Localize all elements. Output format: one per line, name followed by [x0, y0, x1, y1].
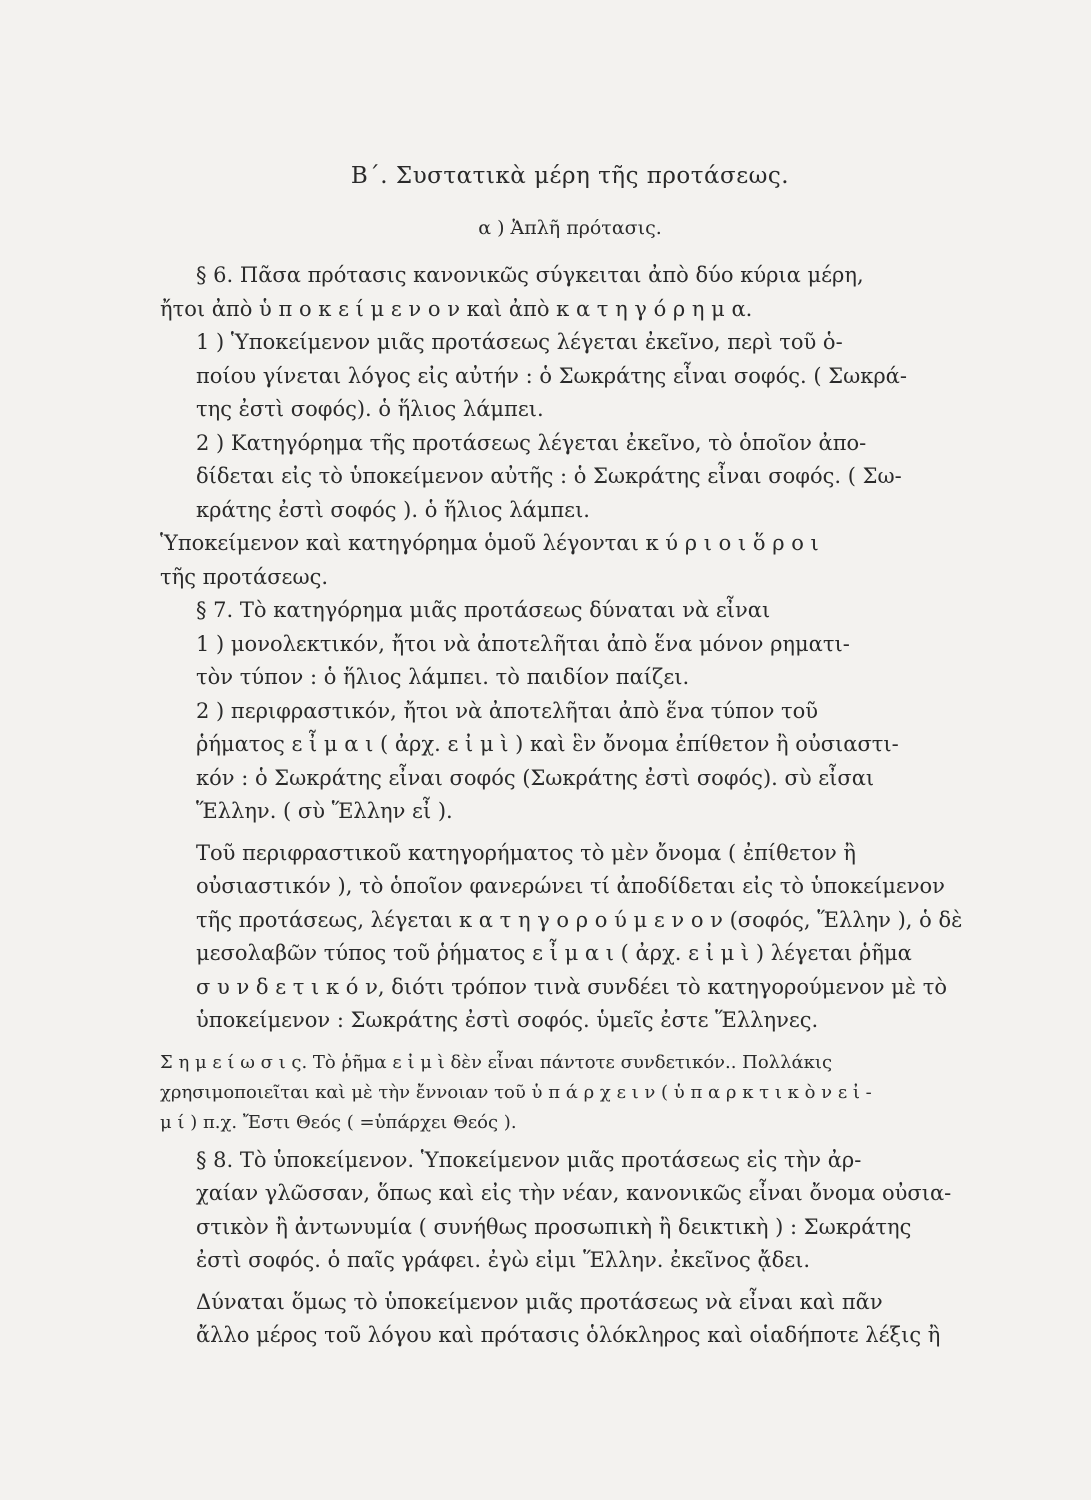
text-line: τὸν τύπον : ὁ ἥλιος λάμπει. τὸ παιδίον παίζει.	[196, 665, 690, 689]
text-line: 1 ) Ὑποκείμενον μιᾶς προτάσεως λέγεται ἐκεῖνο, περὶ τοῦ ὁ-	[196, 330, 843, 354]
text-line: της ἐστὶ σοφός). ὁ ἥλιος λάμπει.	[196, 397, 544, 421]
text-line: § 7. Τὸ κατηγόρημα μιᾶς προτάσεως δύναται νὰ εἶναι	[196, 598, 771, 622]
text-line: κόν : ὁ Σωκράτης εἶναι σοφός (Σωκράτης ἐστὶ σοφός). σὺ εἶσαι	[196, 765, 875, 790]
text-line: κράτης ἐστὶ σοφός ). ὁ ἥλιος λάμπει.	[196, 497, 590, 522]
spacer	[160, 1278, 980, 1286]
text-line: Τοῦ περιφραστικοῦ κατηγορήματος τὸ μὲν ὄνομα ( ἐπίθετον ἢ	[196, 840, 856, 865]
paragraph-periphrastic	[160, 837, 980, 1038]
text-line: ἤτοι ἀπὸ ὑ π ο κ ε ί μ ε ν ο ν καὶ ἀπὸ κ α τ η γ ό ρ η μ α.	[160, 296, 753, 321]
text-line: στικὸν ἢ ἀντωνυμία ( συνήθως προσωπικὴ ἢ δεικτικὴ ) : Σωκράτης	[196, 1214, 912, 1239]
note	[160, 1048, 980, 1138]
text-line: τῆς προτάσεως, λέγεται κ α τ η γ ο ρ ο ύ μ ε ν ο ν (σοφός, Ἕλλην ), ὁ δὲ	[196, 907, 963, 932]
text-line: 2 ) περιφραστικόν, ἤτοι νὰ ἀποτελῆται ἀπὸ ἕνα τύπον τοῦ	[196, 698, 819, 723]
paragraph-subject	[160, 326, 980, 427]
text-line: 2 ) Κατηγόρημα τῆς προτάσεως λέγεται ἐκεῖνο, τὸ ὁποῖον ἀπο-	[196, 430, 867, 455]
text-line: μ ί ) π.χ. Ἔστι Θεός ( =ὑπάρχει Θεός ).	[160, 1111, 517, 1133]
text-line: χρησιμοποιεῖται καὶ μὲ τὴν ἔννοιαν τοῦ ὑ π ά ρ χ ε ι ν ( ὑ π α ρ κ τ ι κ ὸ ν ε ἰ -	[160, 1081, 872, 1103]
section-heading: Β΄. Συστατικὰ μέρη τῆς προτάσεως.	[350, 163, 790, 189]
paragraph-7	[160, 594, 980, 829]
paragraph-terms	[160, 527, 980, 594]
text-line: § 8. Τὸ ὑποκείμενον. Ὑποκείμενον μιᾶς προτάσεως εἰς τὴν ἀρ-	[196, 1147, 862, 1172]
paragraph-8	[160, 1144, 980, 1278]
text-line: ποίου γίνεται λόγος εἰς αὐτήν : ὁ Σωκράτης εἶναι σοφός. ( Σωκρά-	[196, 363, 907, 388]
text-line: ὑποκείμενον : Σωκράτης ἐστὶ σοφός. ὑμεῖς ἐστε Ἕλληνες.	[196, 1008, 819, 1032]
text-line: Δύναται ὅμως τὸ ὑποκείμενον μιᾶς προτάσεως νὰ εἶναι καὶ πᾶν	[196, 1289, 883, 1314]
text-line: Ἕλλην. ( σὺ Ἕλλην εἶ ).	[196, 799, 453, 823]
text-line: 1 ) μονολεκτικόν, ἤτοι νὰ ἀποτελῆται ἀπὸ ἕνα μόνον ρηματι-	[196, 631, 850, 656]
text-line: χαίαν γλῶσσαν, ὅπως καὶ εἰς τὴν νέαν, κανονικῶς εἶναι ὄνομα οὐσια-	[196, 1181, 952, 1205]
text-line: ἐστὶ σοφός. ὁ παῖς γράφει. ἐγὼ εἰμι Ἕλλην. ἐκεῖνος ᾄδει.	[196, 1248, 811, 1272]
text-line: Ὑποκείμενον καὶ κατηγόρημα ὁμοῦ λέγονται κ ύ ρ ι ο ι ὅ ρ ο ι	[160, 531, 819, 555]
subsection-heading: α ) Ἁπλῆ πρότασις.	[478, 216, 662, 239]
text-line: Σ η μ ε ί ω σ ι ς. Τὸ ῥῆμα ε ἰ μ ὶ δὲν εἶναι πάντοτε συνδετικόν.. Πολλάκις	[160, 1051, 833, 1073]
paragraph-predicate	[160, 427, 980, 528]
text-line: ῥήματος ε ἶ μ α ι ( ἀρχ. ε ἰ μ ὶ ) καὶ ἓν ὄνομα ἐπίθετον ἢ οὐσιαστι-	[196, 732, 899, 756]
text-line: τῆς προτάσεως.	[160, 564, 328, 589]
text-line: μεσολαβῶν τύπος τοῦ ῥήματος ε ἶ μ α ι ( ἀρχ. ε ἰ μ ὶ ) λέγεται ῥῆμα	[196, 941, 912, 965]
spacer	[160, 829, 980, 837]
document-page	[160, 160, 980, 1353]
paragraph-6	[160, 259, 980, 326]
paragraph-other-parts	[160, 1286, 980, 1353]
text-line: οὐσιαστικόν ), τὸ ὁποῖον φανερώνει τί ἀποδίδεται εἰς τὸ ὑποκείμενον	[196, 874, 945, 898]
text-line: ἄλλο μέρος τοῦ λόγου καὶ πρότασις ὁλόκληρος καὶ οἱαδήποτε λέξις ἢ	[196, 1323, 941, 1347]
text-line: σ υ ν δ ε τ ι κ ό ν, διότι τρόπον τινὰ συνδέει τὸ κατηγορούμενον μὲ τὸ	[196, 974, 948, 999]
text-line: § 6. Πᾶσα πρότασις κανονικῶς σύγκειται ἀπὸ δύο κύρια μέρη,	[196, 263, 864, 287]
text-line: δίδεται εἰς τὸ ὑποκείμενον αὐτῆς : ὁ Σωκράτης εἶναι σοφός. ( Σω-	[196, 464, 902, 488]
